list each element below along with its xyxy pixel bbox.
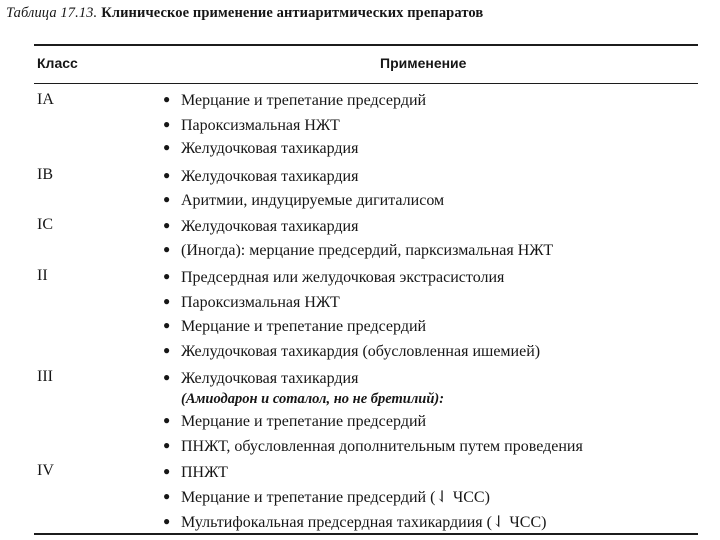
bottom-rule [34,533,698,535]
list-item: ● Аритмии, индуцируемые дигиталисом [163,192,445,209]
list-item: ● (Иногда): мерцание предсердий, парксизмальная НЖТ [163,242,554,259]
list-item: ● ПНЖТ, обусловленная дополнительным путем проведения [163,438,583,455]
table-title: Клиническое применение антиаритмических препаратов [101,5,484,21]
list-item: ● Мерцание и трепетание предсердий [163,318,427,335]
bullet-icon: ● [163,294,171,308]
class-iii: III [37,368,53,385]
bullet-icon: ● [163,242,171,256]
list-item: ● Предсердная или желудочковая экстрасистолия [163,269,505,286]
bullet-icon: ● [163,192,171,206]
header-rule [34,83,698,84]
class-iv: IV [37,462,54,479]
class-ii: II [37,267,48,284]
list-item: ● ПНЖТ [163,464,228,481]
table-number: Таблица 17.13. [6,5,98,21]
header-class: Класс [37,55,78,71]
bullet-icon: ● [163,370,171,384]
bullet-icon: ● [163,168,171,182]
list-item: ● Желудочковая тахикардия (обусловленная ишемией) [163,343,541,360]
bullet-icon: ● [163,117,171,131]
bullet-icon: ● [163,413,171,427]
list-item: ● Пароксизмальная НЖТ [163,117,340,134]
list-item: ● Желудочковая тахикардия [163,140,359,157]
table-caption [6,5,483,22]
list-item: ● Желудочковая тахикардия [163,218,359,235]
list-item: ● Желудочковая тахикардия [163,168,359,185]
bullet-icon: ● [163,269,171,283]
bullet-icon: ● [163,489,171,503]
bullet-icon: ● [163,140,171,154]
list-item: ● Пароксизмальная НЖТ [163,294,340,311]
class-ic: IC [37,216,53,233]
list-item: ● Мерцание и трепетание предсердий [163,413,427,430]
list-item: ● Мерцание и трепетание предсердий (⇃ ЧСС) [163,489,490,506]
bullet-icon: ● [163,343,171,357]
bullet-icon: ● [163,92,171,106]
row-note: (Амиодарон и соталол, но не бретилий): [181,391,445,407]
bullet-icon: ● [163,438,171,452]
header-use: Применение [380,55,467,71]
list-item: ● Мультифокальная предсердная тахикардиия (⇃ ЧСС) [163,514,547,531]
bullet-icon: ● [163,318,171,332]
bullet-icon: ● [163,514,171,528]
top-rule [34,44,698,46]
list-item: ● Желудочковая тахикардия [163,370,359,387]
class-ia: IA [37,91,54,108]
bullet-icon: ● [163,218,171,232]
class-ib: IB [37,166,53,183]
bullet-icon: ● [163,464,171,478]
list-item: ● Мерцание и трепетание предсердий [163,92,427,109]
